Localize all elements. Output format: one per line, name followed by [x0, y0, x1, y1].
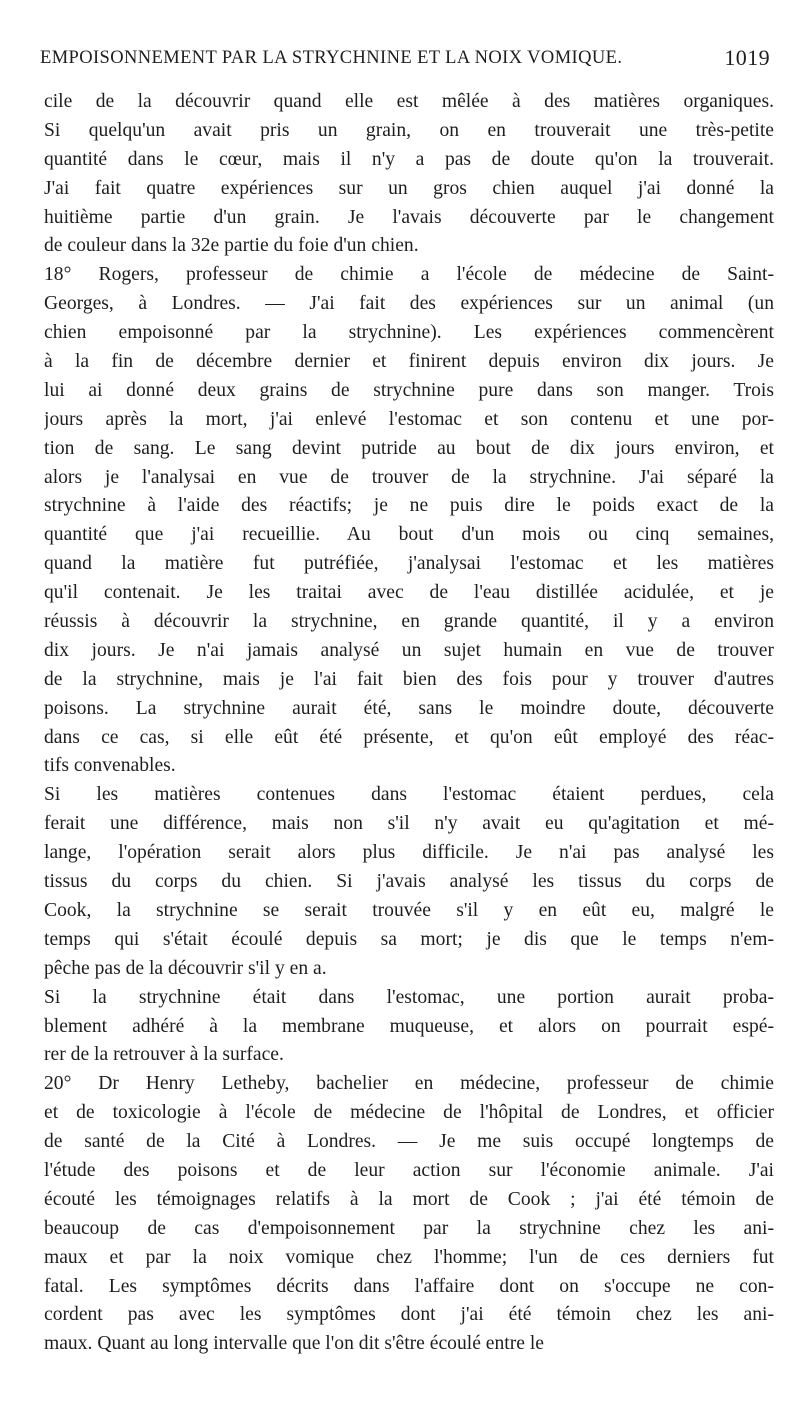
text-line: jours après la mort, j'ai enlevé l'estomac et son contenu et une por-: [44, 408, 774, 430]
text-line: beaucoup de cas d'empoisonnement par la strychnine chez les ani-: [44, 1217, 774, 1239]
text-line: ferait une différence, mais non s'il n'y avait eu qu'agitation et mé-: [44, 813, 774, 835]
text-line: quantité dans le cœur, mais il n'y a pas de doute qu'on la trouverait.: [44, 148, 774, 170]
text-line: de santé de la Cité à Londres. — Je me suis occupé longtemps de: [44, 1131, 774, 1153]
text-line: alors je l'analysai en vue de trouver de la strychnine. J'ai séparé la: [44, 466, 774, 488]
text-line: strychnine à l'aide des réactifs; je ne puis dire le poids exact de la: [44, 495, 774, 517]
text-line: chien empoisonné par la strychnine). Les expériences commencèrent: [44, 322, 774, 344]
text-line: Cook, la strychnine se serait trouvée s'il y en eût eu, malgré le: [44, 899, 774, 921]
text-line: huitième partie d'un grain. Je l'avais découverte par le changement: [44, 206, 774, 228]
text-line: 20° Dr Henry Letheby, bachelier en médecine, professeur de chimie: [44, 1073, 774, 1095]
text-line: quantité que j'ai recueillie. Au bout d'un mois ou cinq semaines,: [44, 524, 774, 546]
text-line: réussis à découvrir la strychnine, en grande quantité, il y a environ: [44, 611, 774, 633]
page-number: 1019: [724, 45, 770, 70]
text-line: 18° Rogers, professeur de chimie a l'école de médecine de Saint-: [44, 264, 774, 286]
text-line: blement adhéré à la membrane muqueuse, et alors on pourrait espé-: [44, 1015, 774, 1037]
text-line: de couleur dans la 32e partie du foie d'un chien.: [44, 235, 419, 257]
text-line: lui ai donné deux grains de strychnine pure dans son manger. Trois: [44, 379, 774, 401]
body-text: [44, 88, 774, 1359]
text-line: l'étude des poisons et de leur action sur l'économie animale. J'ai: [44, 1159, 774, 1181]
text-line: écouté les témoignages relatifs à la mort de Cook ; j'ai été témoin de: [44, 1188, 774, 1210]
running-header: [40, 45, 770, 78]
header-title: EMPOISONNEMENT PAR LA STRYCHNINE ET LA NOIX VOMIQUE.: [40, 48, 623, 68]
text-line: maux. Quant au long intervalle que l'on dit s'être écoulé entre le: [44, 1333, 544, 1355]
text-line: fatal. Les symptômes décrits dans l'affaire dont on s'occupe ne con-: [44, 1275, 774, 1297]
text-line: Si les matières contenues dans l'estomac étaient perdues, cela: [44, 784, 774, 806]
text-line: quand la matière fut putréfiée, j'analysai l'estomac et les matières: [44, 553, 774, 575]
text-line: lange, l'opération serait alors plus difficile. Je n'ai pas analysé les: [44, 842, 774, 864]
text-line: pêche pas de la découvrir s'il y en a.: [44, 957, 327, 979]
text-line: et de toxicologie à l'école de médecine de l'hôpital de Londres, et officier: [44, 1102, 774, 1124]
text-line: à la fin de décembre dernier et finirent depuis environ dix jours. Je: [44, 351, 774, 373]
text-line: de la strychnine, mais je l'ai fait bien des fois pour y trouver d'autres: [44, 668, 774, 690]
text-line: cile de la découvrir quand elle est mêlée à des matières organiques.: [44, 91, 774, 112]
text-line: tifs convenables.: [44, 755, 176, 777]
text-line: tissus du corps du chien. Si j'avais analysé les tissus du corps de: [44, 871, 774, 893]
text-line: poisons. La strychnine aurait été, sans le moindre doute, découverte: [44, 697, 774, 719]
text-line: qu'il contenait. Je les traitai avec de l'eau distillée acidulée, et je: [44, 582, 774, 604]
text-line: tion de sang. Le sang devint putride au bout de dix jours environ, et: [44, 437, 774, 459]
text-line: Georges, à Londres. — J'ai fait des expériences sur un animal (un: [44, 293, 774, 315]
text-line: Si quelqu'un avait pris un grain, on en trouverait une très-petite: [44, 119, 774, 141]
text-line: rer de la retrouver à la surface.: [44, 1044, 284, 1066]
text-line: cordent pas avec les symptômes dont j'ai été témoin chez les ani-: [44, 1304, 774, 1326]
text-line: temps qui s'était écoulé depuis sa mort; je dis que le temps n'em-: [44, 928, 774, 950]
text-line: Si la strychnine était dans l'estomac, une portion aurait proba-: [44, 986, 774, 1008]
text-line: dans ce cas, si elle eût été présente, et qu'on eût employé des réac-: [44, 726, 774, 748]
text-line: maux et par la noix vomique chez l'homme; l'un de ces derniers fut: [44, 1246, 774, 1268]
text-line: J'ai fait quatre expériences sur un gros chien auquel j'ai donné la: [44, 177, 774, 199]
text-line: dix jours. Je n'ai jamais analysé un sujet humain en vue de trouver: [44, 639, 774, 661]
